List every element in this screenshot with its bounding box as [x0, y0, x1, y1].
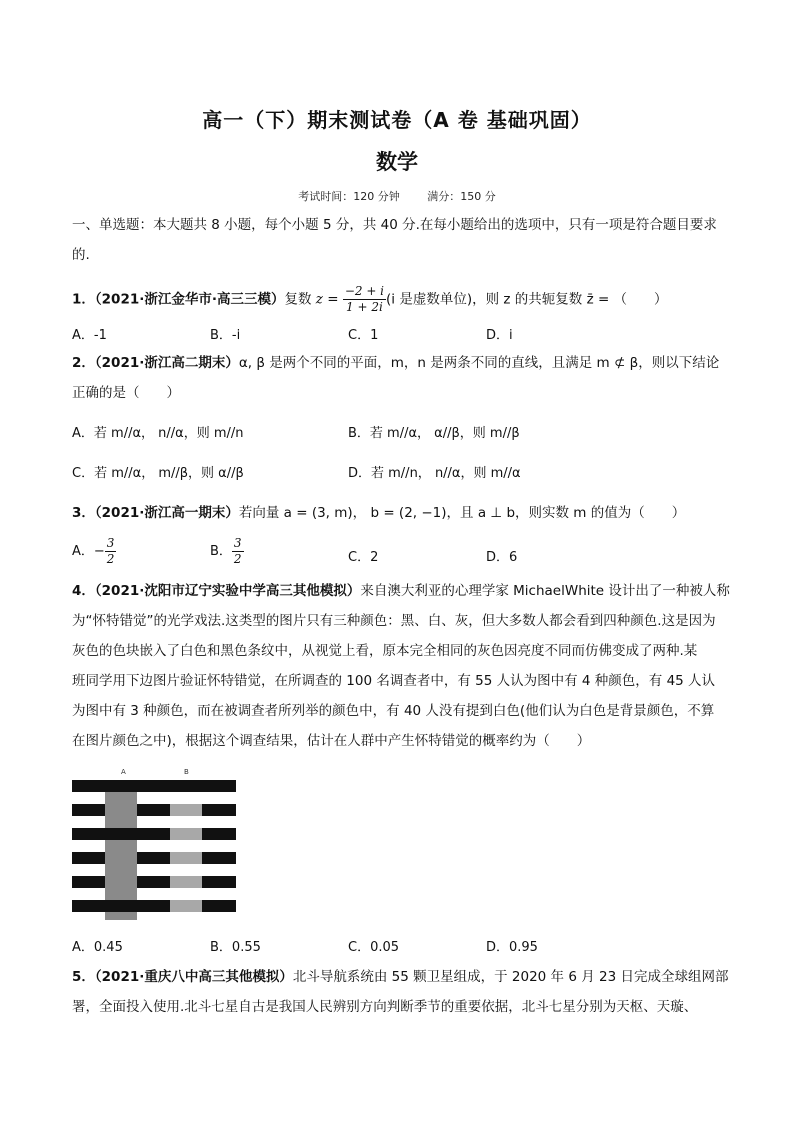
q4-line-2: 为“怀特错觉”的光学戏法.这类型的图片只有三种颜色：黑、白、灰，但大多数人都会看到四种颜色.这是因为 [72, 613, 716, 629]
q4-option-c: C．0.05 [348, 940, 400, 955]
q3-option-a-fraction [105, 536, 117, 567]
gray-block-b [170, 828, 202, 840]
q2-option-b: B．若 m//α， α//β，则 m//β [348, 426, 520, 441]
q1-zbar: z̄ = （ ） [586, 291, 668, 308]
q3-option-a-den: 2 [106, 552, 115, 566]
q1-option-c: C．1 [348, 328, 379, 343]
q4-line-6: 在图片颜色之中)，根据这个调查结果，估计在人群中产生怀特错觉的概率约为（ ） [72, 733, 591, 749]
section-heading-cont: 的. [72, 247, 90, 263]
q3-option-b [210, 536, 244, 567]
q2-option-d: D．若 m//n， n//α，则 m//α [348, 466, 521, 481]
q3-source: （2021·浙江高一期末） [94, 505, 239, 521]
figure-label-b: B [184, 768, 189, 776]
q2-text-b: 正确的是（ ） [72, 385, 180, 401]
q1-option-d: D．i [486, 328, 513, 343]
question-5 [72, 966, 729, 988]
gray-block-b [170, 876, 202, 888]
q1-fraction [343, 284, 386, 315]
q4-option-b: B．0.55 [210, 940, 261, 955]
q1-denominator: 1 + 2i [346, 300, 383, 314]
q3-option-a-sign: A．− [72, 544, 105, 559]
black-stripe [72, 828, 236, 840]
q1-source: （2021·浙江金华市·高三三模） [94, 291, 285, 308]
q4-line-4: 班同学用下边图片验证怀特错觉，在所调查的 100 名调查者中，有 55 人认为图中有 4 种颜色，有 45 人认 [72, 673, 716, 689]
q2-source: （2021·浙江高二期末） [94, 355, 239, 371]
q4-option-a: A．0.45 [72, 940, 123, 955]
black-stripe [72, 900, 236, 912]
q3-number: 3． [72, 505, 95, 521]
exam-title: 高一（下）期末测试卷（A 卷 基础巩固） [202, 108, 592, 132]
question-1 [72, 284, 724, 315]
gray-block-a [105, 804, 137, 816]
q5-line-2: 署，全面投入使用.北斗七星自古是我国人民辨别方向判断季节的重要依据，北斗七星分别为天枢、天璇、 [72, 999, 698, 1015]
gray-block-b [170, 852, 202, 864]
q3-text: 若向量 a = (3, m)， b = (2, −1)，且 a ⊥ b，则实数 m 的值为（ ） [238, 505, 686, 521]
q3-option-d: D．6 [486, 550, 518, 565]
q5-number: 5． [72, 969, 95, 985]
black-stripe [72, 876, 236, 888]
q4-option-d: D．0.95 [486, 940, 538, 955]
subject-title: 数学 [376, 150, 418, 174]
q3-option-b-den: 2 [233, 552, 242, 566]
black-stripe [72, 852, 236, 864]
q1-option-a: A．-1 [72, 328, 107, 343]
q1-numerator: −2 + i [344, 284, 385, 298]
black-stripe [72, 804, 236, 816]
q3-option-a [72, 536, 116, 567]
q2-number: 2． [72, 355, 95, 371]
exam-time: 考试时间：120 分钟 [298, 190, 400, 203]
q1-z-eq: z = [315, 291, 339, 308]
gray-block-a [105, 876, 137, 888]
q2-option-a: A．若 m//α， n//α，则 m//n [72, 426, 244, 441]
q3-option-b-fraction [232, 536, 244, 567]
q1-text-b: (i 是虚数单位)，则 z 的共轭复数 [386, 291, 583, 308]
q4-line-3: 灰色的色块嵌入了白色和黑色条纹中，从视觉上看，原本完全相同的灰色因亮度不同而仿佛变成了两种.某 [72, 643, 698, 659]
gray-block-b [170, 900, 202, 912]
q3-option-b-num: 3 [233, 536, 242, 550]
gray-block-a [105, 852, 137, 864]
question-3 [72, 502, 724, 524]
q5-source: （2021·重庆八中高三其他模拟） [94, 969, 293, 985]
q1-option-b: B．-i [210, 328, 241, 343]
black-stripe [72, 780, 236, 792]
gray-block-b [170, 804, 202, 816]
q4-line-5: 为图中有 3 种颜色，而在被调查者所列举的颜色中，有 40 人没有提到白色(他们认为白色是背景颜色，不算 [72, 703, 715, 719]
q2-text-a: α, β 是两个不同的平面，m，n 是两条不同的直线，且满足 m ⊄ β，则以下结论 [238, 355, 720, 371]
q1-text-a: 复数 [284, 291, 312, 308]
q5-line-1: 北斗导航系统由 55 颗卫星组成，于 2020 年 6 月 23 日完成全球组网部 [292, 969, 729, 985]
exam-score: 满分：150 分 [427, 190, 496, 203]
exam-meta [0, 188, 794, 204]
question-2 [72, 352, 724, 374]
q1-number: 1． [72, 291, 95, 308]
q3-option-c: C．2 [348, 550, 379, 565]
q3-option-b-label: B． [210, 544, 232, 559]
q3-option-a-num: 3 [106, 536, 115, 550]
question-4 [72, 580, 730, 602]
section-heading: 一、单选题：本大题共 8 小题，每个小题 5 分，共 40 分.在每小题给出的选项中，只有一项是符合题目要求 [72, 217, 717, 233]
q4-line-1: 来自澳大利亚的心理学家 MichaelWhite 设计出了一种被人称 [360, 583, 730, 599]
q2-option-c: C．若 m//α， m//β，则 α//β [72, 466, 244, 481]
white-illusion-figure [72, 768, 236, 920]
q4-number: 4． [72, 583, 95, 599]
figure-label-a: A [121, 768, 126, 776]
q4-source: （2021·沈阳市辽宁实验中学高三其他模拟） [94, 583, 361, 599]
